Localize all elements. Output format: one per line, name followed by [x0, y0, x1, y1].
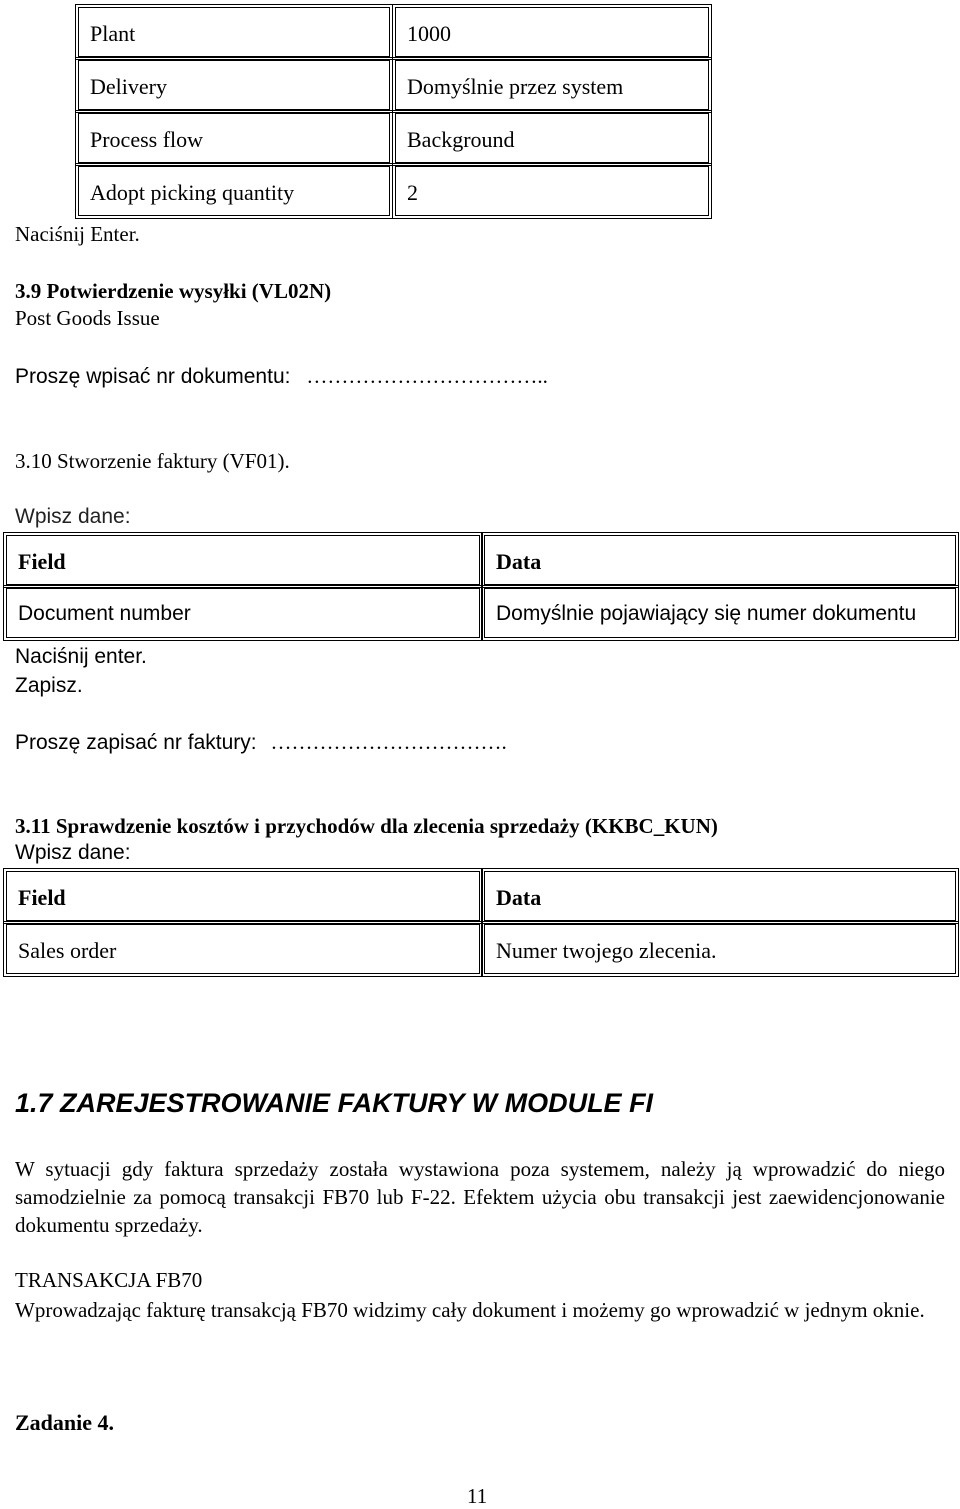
- section-heading-3-10: 3.10 Stworzenie faktury (VF01).: [15, 449, 290, 473]
- table-header-data: [484, 535, 956, 585]
- header-text: Field: [18, 885, 66, 910]
- table-cell-value: [395, 113, 709, 163]
- press-enter-text: Naciśnij enter.: [15, 645, 147, 668]
- table-cell-field: [78, 7, 390, 57]
- table-cell-field: [6, 924, 480, 974]
- prompt-label: Proszę wpisać nr dokumentu:: [15, 365, 291, 388]
- enter-data-label: Wpisz dane:: [15, 505, 131, 528]
- prompt-label: Proszę zapisać nr faktury:: [15, 731, 257, 754]
- table-cell-field: [78, 166, 390, 216]
- cell-text: Document number: [18, 602, 191, 625]
- cell-text: Background: [407, 127, 515, 152]
- table-cell-value: [395, 166, 709, 216]
- cell-text: Process flow: [90, 127, 204, 152]
- document-number-prompt: [15, 364, 548, 389]
- cell-text: Numer twojego zlecenia.: [496, 938, 717, 963]
- table-cell-value: [395, 60, 709, 110]
- press-enter-text: Naciśnij Enter.: [15, 222, 140, 246]
- section-heading-1-7: 1.7 ZAREJESTROWANIE FAKTURY W MODULE FI: [15, 1088, 654, 1118]
- table-cell-field: [78, 60, 390, 110]
- cell-text: Delivery: [90, 74, 167, 99]
- invoice-table: [4, 533, 959, 639]
- table-cell-value: [484, 588, 956, 638]
- section-paragraph: W sytuacji gdy faktura sprzedaży została wystawiona poza systemem, należy ją wprowadzić do niego samodzielnie za pomocą transakcji FB70 lub F-22. Efektem użycia obu transakcji jest zaewidencjonowanie dokumentu sprzedaży.: [15, 1157, 945, 1237]
- cell-text: Plant: [90, 21, 136, 46]
- cell-text: Adopt picking quantity: [90, 180, 295, 205]
- transaction-title: TRANSAKCJA FB70: [15, 1268, 203, 1292]
- table-header-field: [6, 535, 480, 585]
- enter-data-label: Wpisz dane:: [15, 841, 131, 864]
- top-table: [76, 5, 713, 219]
- sales-order-table: [4, 869, 959, 975]
- blank-line: …………………………….: [270, 730, 507, 754]
- header-text: Field: [18, 549, 66, 574]
- blank-line: ……………………………..: [306, 364, 548, 388]
- cell-text: 1000: [407, 21, 451, 46]
- section-heading-3-9: 3.9 Potwierdzenie wysyłki (VL02N): [15, 279, 332, 303]
- save-instruction: Zapisz.: [15, 674, 83, 697]
- transaction-description: Wprowadzając fakturę transakcją FB70 widzimy cały dokument i możemy go wprowadzić w jednym oknie.: [15, 1298, 925, 1322]
- header-text: Data: [496, 885, 542, 910]
- table-header-field: [6, 871, 480, 921]
- section-heading-3-11: 3.11 Sprawdzenie kosztów i przychodów dla zlecenia sprzedaży (KKBC_KUN): [15, 814, 718, 838]
- table-cell-field: [78, 113, 390, 163]
- invoice-number-prompt: [15, 730, 507, 755]
- table-cell-value: [484, 924, 956, 974]
- table-cell-field: [6, 588, 480, 638]
- cell-text: Domyślnie przez system: [407, 74, 624, 99]
- cell-text: Domyślnie pojawiający się numer dokumentu: [496, 602, 917, 625]
- table-header-data: [484, 871, 956, 921]
- cell-text: Sales order: [18, 938, 117, 963]
- section-subtitle: Post Goods Issue: [15, 306, 160, 330]
- table-cell-value: [395, 7, 709, 57]
- header-text: Data: [496, 549, 542, 574]
- page-number: 11: [467, 1484, 488, 1508]
- task-label: Zadanie 4.: [15, 1410, 115, 1435]
- cell-text: 2: [407, 180, 418, 205]
